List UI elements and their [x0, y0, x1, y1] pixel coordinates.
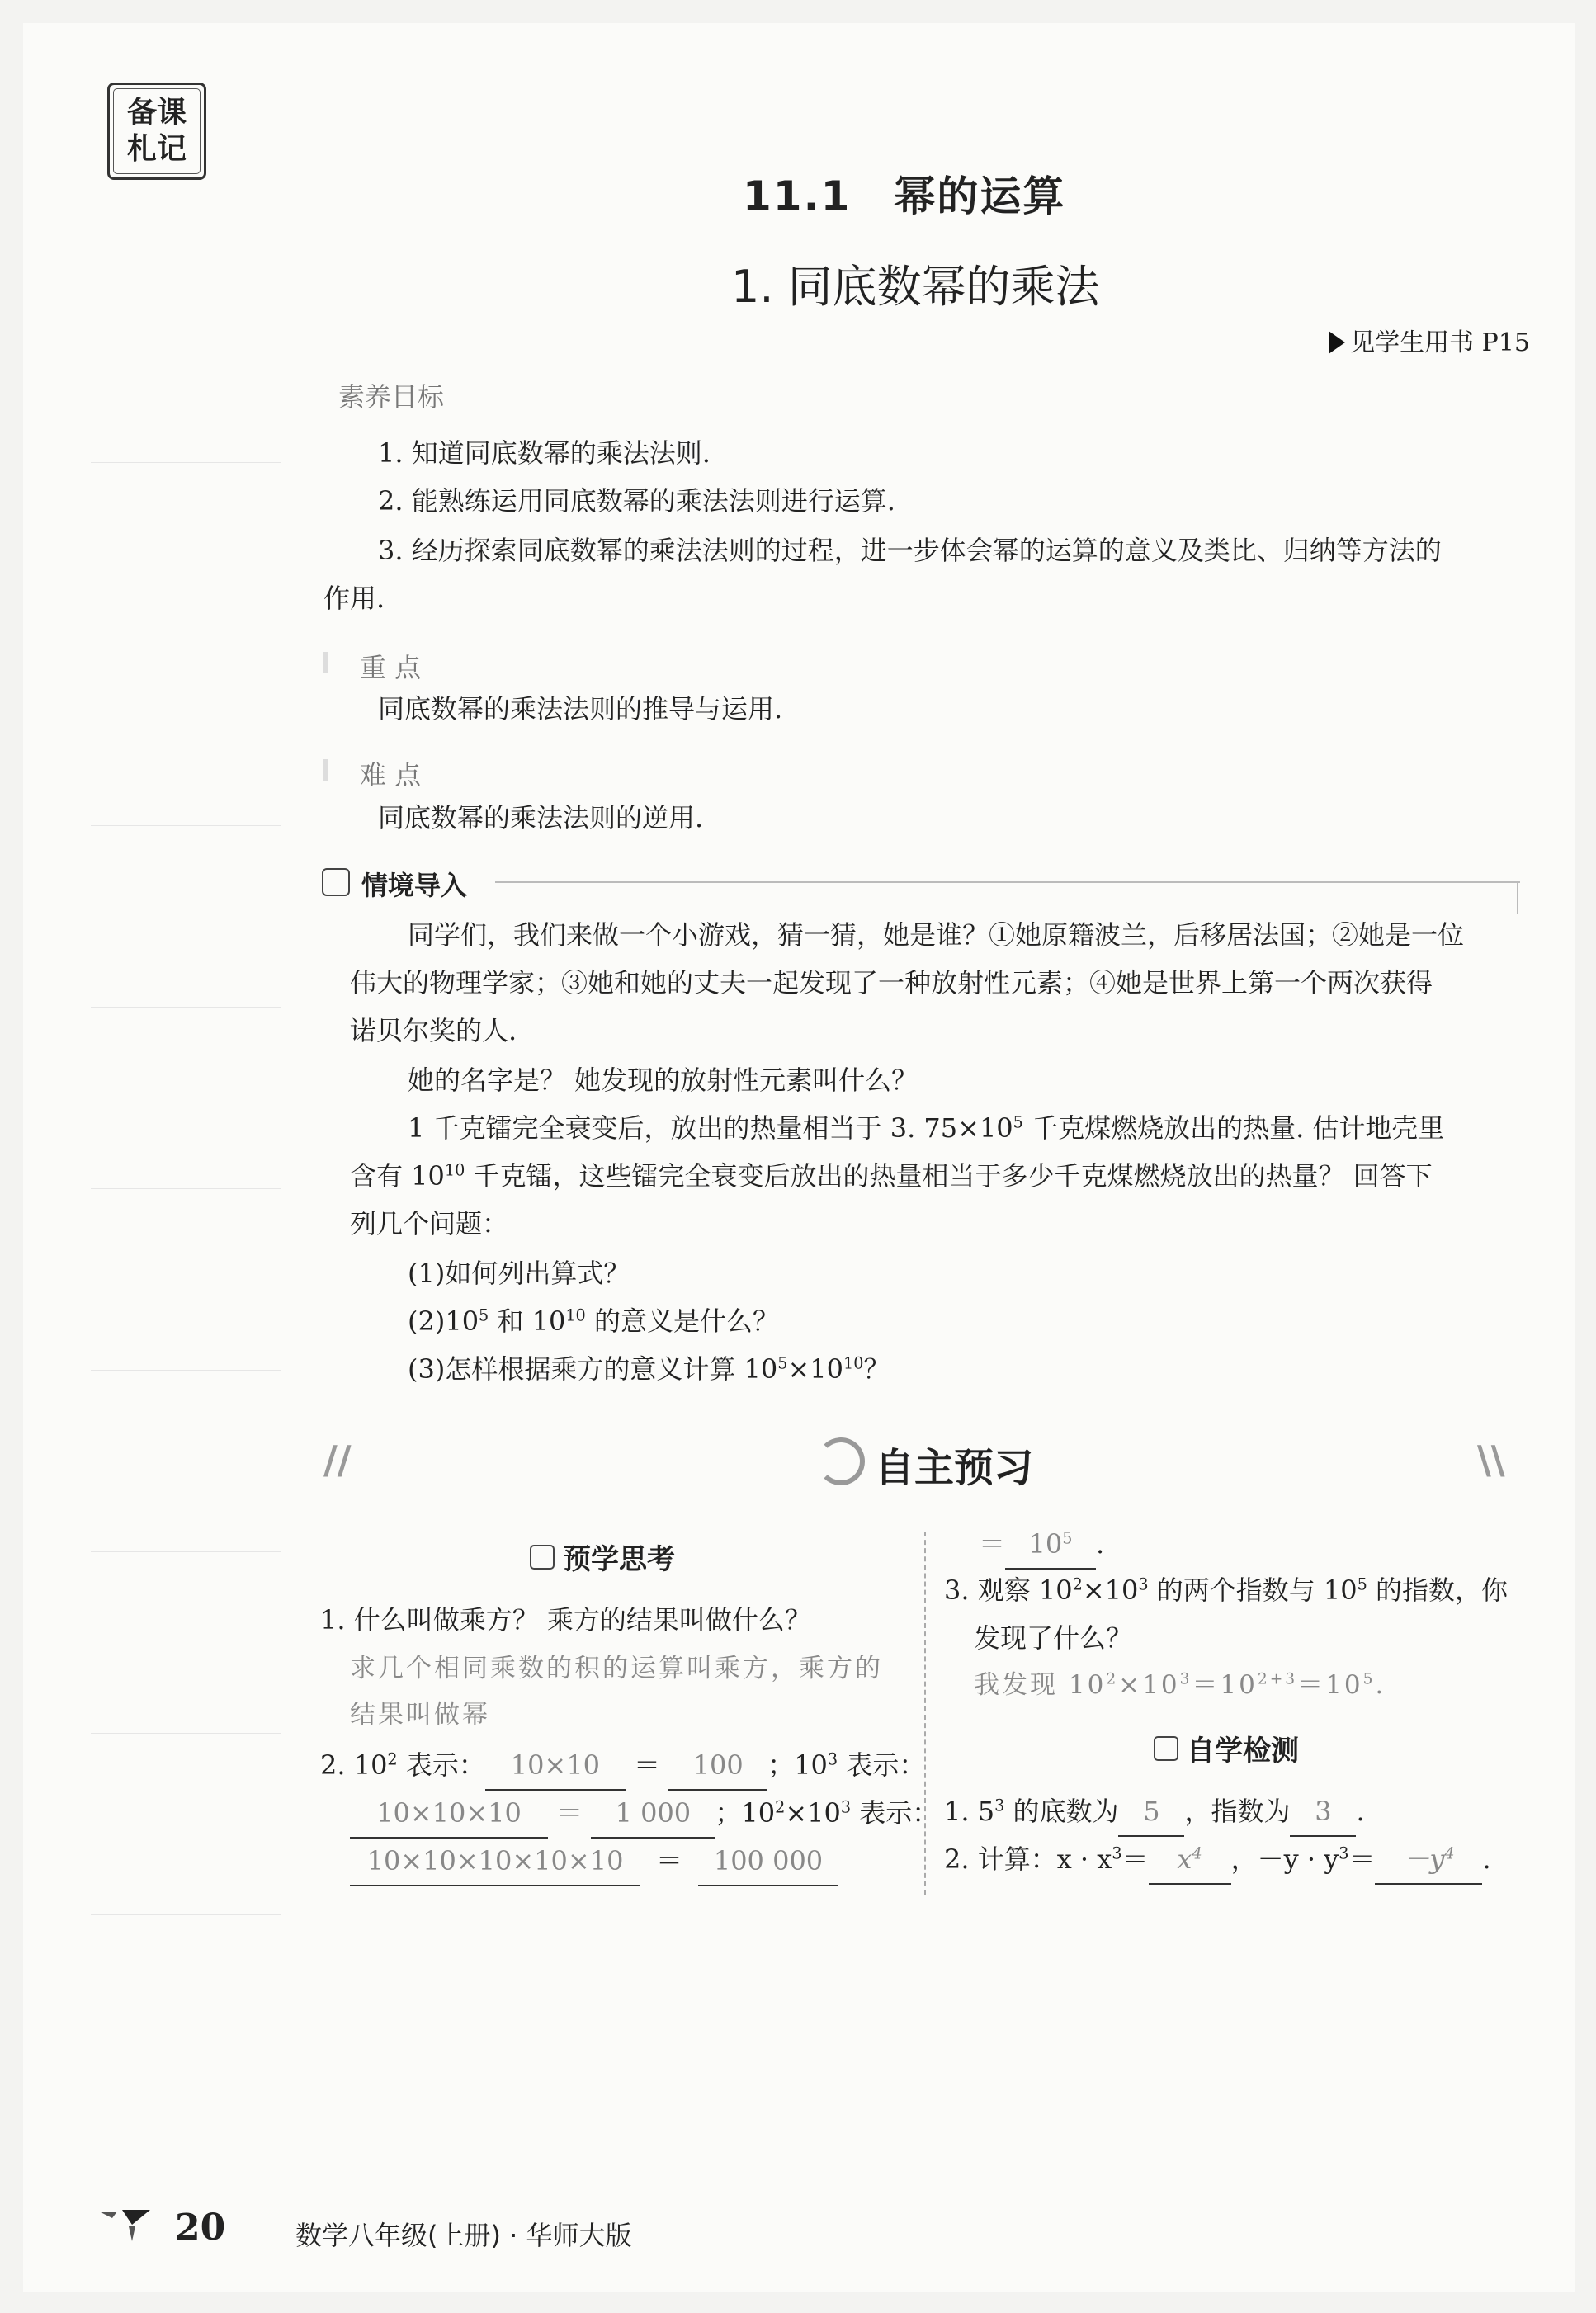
check-q2: 2. 计算：$x \cdot x^3= x^4$ ，$-y \cdot y^3= -y^4$ .: [944, 1835, 1491, 1885]
right-top-continuation: ＝ $10^5$ .: [979, 1520, 1104, 1570]
blank-r-top[interactable]: $10^5$: [1005, 1520, 1096, 1570]
intro-rule: [495, 881, 1520, 883]
play-triangle-icon: [1329, 331, 1345, 354]
check-q1: 1. $5^3$ 的底数为 5 ，指数为 3 .: [944, 1787, 1365, 1837]
intro-p3-line1: 1 千克镭完全衰变后，放出的热量相当于 3. $75\times 10^5$ 千克煤燃烧放出的热量. 估计地壳里: [408, 1112, 1445, 1144]
intro-q2: $(2)10^5$ 和 $10^{10}$ 的意义是什么？: [408, 1305, 779, 1337]
blank-q2-e[interactable]: 10×10×10×10×10: [350, 1837, 640, 1886]
blank-q2-f[interactable]: 100 000: [698, 1837, 838, 1886]
blank-c1-b[interactable]: 3: [1290, 1787, 1356, 1837]
blank-q2-a[interactable]: 10×10: [485, 1741, 626, 1791]
intro-q1: (1)如何列出算式？: [408, 1258, 630, 1289]
goal-3: 3. 经历探索同底数幂的乘法法则的过程，进一步体会幂的运算的意义及类比、归纳等方法的: [378, 535, 1442, 566]
preview-q2-line1: 2. $10^2$ 表示： 10×10 ＝ 100 ；$10^3$ 表示：: [320, 1741, 925, 1791]
book-title: 数学八年级(上册) · 华师大版: [295, 2220, 632, 2251]
margin-line: [91, 1551, 281, 1552]
section-title: 11.1 幂的运算: [743, 172, 1066, 220]
left-slash-decoration: //: [323, 1437, 352, 1482]
preview-icon: [817, 1437, 865, 1485]
intro-rule-end: [1517, 881, 1518, 914]
margin-line: [91, 1733, 281, 1734]
intro-p1-line2: 伟大的物理学家；③她和她的丈夫一起发现了一种放射性元素；④她是世界上第一个两次获得: [350, 967, 1433, 998]
intro-p3-line3: 列几个问题：: [350, 1208, 509, 1239]
goals-label: 素养目标: [338, 381, 445, 413]
blank-c1-a[interactable]: 5: [1118, 1787, 1184, 1837]
margin-line: [91, 462, 281, 463]
preview-q3-line1: 3. 观察 $10^2\times 10^3$ 的两个指数与 $10^5$ 的指数，你: [944, 1574, 1509, 1606]
goal-3-cont: 作用.: [323, 583, 385, 614]
page-number: 20: [175, 2207, 226, 2249]
blank-q2-d[interactable]: 1 000: [591, 1789, 715, 1839]
intro-p1-line1: 同学们，我们来做一个小游戏，猜一猜，她是谁？①她原籍波兰，后移居法国；②她是一位: [408, 919, 1465, 951]
margin-line: [91, 825, 281, 826]
check-title: 自学检测: [1187, 1735, 1299, 1768]
preview-q1: 1. 什么叫做乘方？ 乘方的结果叫做什么？: [320, 1604, 811, 1636]
notes-stamp: [107, 83, 206, 180]
blank-q2-b[interactable]: 100: [668, 1741, 767, 1791]
student-book-reference: [1329, 322, 1530, 358]
stamp-line1: 备课: [126, 96, 187, 130]
footer-arrow-icon: [99, 2208, 150, 2241]
difficulty-text: 同底数幂的乘法法则的逆用.: [378, 802, 704, 833]
goal-1: 1. 知道同底数幂的乘法法则.: [378, 437, 711, 469]
key-point-bar: [323, 652, 328, 673]
margin-line: [91, 1188, 281, 1189]
intro-p3-line2: 含有 $10^{10}$ 千克镭，这些镭完全衰变后放出的热量相当于多少千克煤燃烧放出的热量？ 回答下: [350, 1160, 1433, 1192]
difficulty-bar: [323, 759, 328, 781]
preview-q2-line2: 10×10×10 ＝ 1 000 ；$10^2\times 10^3$ 表示：: [350, 1789, 938, 1839]
intro-p1-line3: 诺贝尔奖的人.: [350, 1015, 517, 1046]
stamp-line2: 札记: [126, 132, 187, 166]
preview-q1-answer-line2: 结果叫做幂: [350, 1700, 490, 1730]
check-icon: [1154, 1736, 1178, 1761]
preview-q1-answer-line1: 求几个相同乘数的积的运算叫乘方，乘方的: [350, 1654, 883, 1683]
blank-q2-c[interactable]: 10×10×10: [350, 1789, 548, 1839]
preview-q3-answer: 我发现 $10^2\times 10^3=10^{2+3}=10^5$.: [974, 1670, 1386, 1700]
blank-c2-a[interactable]: $x^4$: [1149, 1835, 1231, 1885]
intro-icon: [322, 868, 350, 896]
think-title: 预学思考: [563, 1543, 675, 1576]
reference-text: 见学生用书 P15: [1350, 328, 1530, 357]
key-point-label: 重 点: [360, 652, 422, 683]
subsection-title: 1. 同底数幂的乘法: [731, 261, 1100, 313]
think-icon: [530, 1545, 555, 1570]
margin-line: [91, 1914, 281, 1915]
blank-c2-b[interactable]: $-y^4$: [1375, 1835, 1482, 1885]
preview-title: 自主预习: [875, 1445, 1034, 1491]
column-divider: [924, 1532, 926, 1895]
intro-label: 情境导入: [361, 870, 468, 901]
intro-p2: 她的名字是？ 她发现的放射性元素叫什么？: [408, 1064, 918, 1096]
goal-2: 2. 能熟练运用同底数幂的乘法法则进行运算.: [378, 485, 895, 517]
right-slash-decoration: \\: [1477, 1437, 1505, 1482]
preview-q3-line2: 发现了什么？: [974, 1622, 1133, 1654]
difficulty-label: 难 点: [360, 759, 422, 791]
margin-line: [91, 1007, 281, 1008]
preview-q2-line3: 10×10×10×10×10 ＝ 100 000: [350, 1837, 838, 1886]
stamp-inner-border: [113, 88, 201, 174]
intro-q3: (3)怎样根据乘方的意义计算 $10^5\times 10^{10}$？: [408, 1353, 890, 1385]
key-point-text: 同底数幂的乘法法则的推导与运用.: [378, 693, 783, 725]
margin-line: [91, 1370, 281, 1371]
